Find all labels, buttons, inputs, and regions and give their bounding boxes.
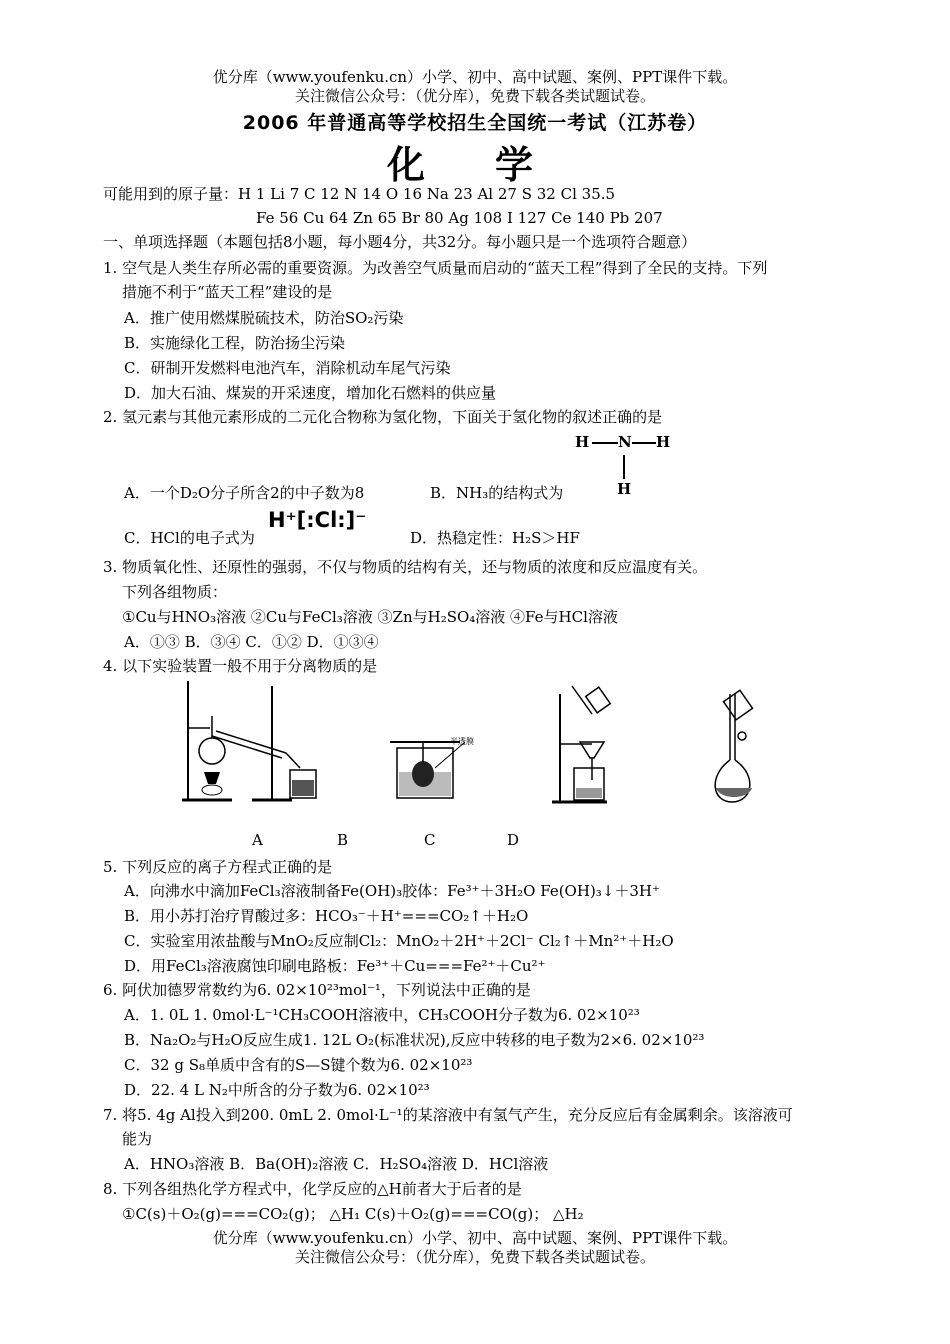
q3-stem-line-2: 下列各组物质： [122, 583, 228, 601]
nh3-h-bottom: H [617, 480, 632, 498]
apparatus-label-c: C [424, 831, 436, 849]
q7-stem-line-1: 7. 将5. 4g Al投入到200. 0mL 2. 0mol·L⁻¹的某溶液中有氢气产生，充分反应后有金属剩余。该溶液可 [103, 1106, 793, 1124]
q6-stem: 6. 阿伏加德罗常数约为6. 02×10²³mol⁻¹，下列说法中正确的是 [103, 981, 531, 999]
q4-stem: 4. 以下实验装置一般不用于分离物质的是 [103, 657, 378, 675]
q8-equation: ①C(s)＋O₂(g)===CO₂(g)； △H₁ C(s)＋O₂(g)===CO(g)； △H₂ [122, 1205, 584, 1223]
footer-line-1: 优分库（www.youfenku.cn）小学、初中、高中试题、案例、PPT课件下载。 [212, 1229, 738, 1247]
q6-option-b: B．Na₂O₂与H₂O反应生成1. 12L O₂(标准状况),反应中转移的电子数为2×6. 02×10²³ [124, 1031, 705, 1049]
nh3-bond-right [632, 442, 656, 444]
q1-stem-line-1: 1. 空气是人类生存所必需的重要资源。为改善空气质量而启动的“蓝天工程”得到了全民的支持。下列 [103, 259, 768, 277]
q8-stem: 8. 下列各组热化学方程式中，化学反应的△H前者大于后者的是 [103, 1180, 522, 1198]
q6-option-d: D．22. 4 L N₂中所含的分子数为6. 02×10²³ [124, 1081, 430, 1099]
q1-option-d: D．加大石油、煤炭的开采速度，增加化石燃料的供应量 [124, 384, 497, 402]
nh3-h-right: H [656, 433, 671, 451]
q5-option-c: C．实验室用浓盐酸与MnO₂反应制Cl₂：MnO₂＋2H⁺＋2Cl⁻ Cl₂↑＋Mn²⁺＋H₂O [124, 932, 674, 950]
nh3-n: N [618, 433, 632, 451]
footer-line-2: 关注微信公众号：（优分库），免费下载各类试题试卷。 [294, 1248, 655, 1266]
section-heading: 一、单项选择题（本题包括8小题，每小题4分，共32分。每小题只是一个选项符合题意） [103, 233, 697, 251]
q2-option-a: A．一个D₂O分子所含2的中子数为8 [124, 484, 365, 502]
apparatus-d-volumetric-flask [708, 684, 768, 806]
q6-option-a: A．1. 0L 1. 0mol·L⁻¹CH₃COOH溶液中，CH₃COOH分子数为6. 02×10²³ [124, 1006, 640, 1024]
exam-title: 2006 年普通高等学校招生全国统一考试（江苏卷） [242, 112, 708, 134]
q3-stem-line-1: 3. 物质氧化性、还原性的强弱，不仅与物质的结构有关，还与物质的浓度和反应温度有关。 [103, 558, 708, 576]
q2-stem: 2. 氢元素与其他元素形成的二元化合物称为氢化物，下面关于氢化物的叙述正确的是 [103, 408, 663, 426]
q1-option-b: B．实施绿化工程，防治扬尘污染 [124, 334, 346, 352]
apparatus-label-d: D [507, 831, 520, 849]
q1-option-c: C．研制开发燃料电池汽车，消除机动车尾气污染 [124, 359, 451, 377]
nh3-bond-left [592, 442, 618, 444]
q1-stem-line-2: 措施不利于“蓝天工程”建设的是 [122, 283, 333, 301]
q2-option-d: D．热稳定性：H₂S＞HF [410, 529, 580, 547]
q3-items: ①Cu与HNO₃溶液 ②Cu与FeCl₃溶液 ③Zn与H₂SO₄溶液 ④Fe与HCl溶液 [122, 608, 618, 626]
q5-option-d: D．用FeCl₃溶液腐蚀印刷电路板：Fe³⁺＋Cu===Fe²⁺＋Cu²⁺ [124, 957, 546, 975]
q3-options: A．①③ B．③④ C．①② D．①③④ [124, 633, 379, 651]
atomic-masses-line-2: Fe 56 Cu 64 Zn 65 Br 80 Ag 108 I 127 Ce 140 Pb 207 [256, 209, 663, 227]
q5-option-b: B．用小苏打治疗胃酸过多：HCO₃⁻＋H⁺===CO₂↑＋H₂O [124, 907, 529, 925]
apparatus-label-a: A [252, 831, 263, 849]
atomic-masses-line-1: 可能用到的原子量：H 1 Li 7 C 12 N 14 O 16 Na 23 Al 27 S 32 Cl 35.5 [103, 185, 616, 203]
apparatus-b-dialysis [385, 728, 500, 802]
q2-option-c: C．HCl的电子式为 [124, 529, 255, 547]
q2-option-b: B．NH₃的结构式为 [430, 484, 564, 502]
q1-option-a: A．推广使用燃煤脱硫技术，防治SO₂污染 [124, 309, 404, 327]
q6-option-c: C．32 g S₈单质中含有的S—S键个数为6. 02×10²³ [124, 1056, 473, 1074]
q7-options: A．HNO₃溶液 B．Ba(OH)₂溶液 C．H₂SO₄溶液 D．HCl溶液 [124, 1155, 549, 1173]
nh3-bond-bottom [623, 455, 625, 479]
header-line-2: 关注微信公众号：（优分库），免费下载各类试题试卷。 [294, 87, 655, 105]
membrane-label: 半透膜 [450, 737, 474, 746]
apparatus-c-filtration [552, 684, 614, 804]
apparatus-label-b: B [337, 831, 349, 849]
q5-stem: 5. 下列反应的离子方程式正确的是 [103, 858, 333, 876]
q5-option-a: A．向沸水中滴加FeCl₃溶液制备Fe(OH)₃胶体：Fe³⁺＋3H₂O Fe(OH)₃↓＋3H⁺ [124, 882, 660, 900]
apparatus-a-distillation [182, 676, 322, 806]
subject-title: 化学 [386, 143, 603, 187]
nh3-h-left: H [575, 433, 590, 451]
q7-stem-line-2: 能为 [122, 1130, 153, 1148]
hcl-electron-formula: H⁺[:Cl:]⁻ [268, 508, 367, 532]
header-line-1: 优分库（www.youfenku.cn）小学、初中、高中试题、案例、PPT课件下载。 [212, 68, 738, 86]
